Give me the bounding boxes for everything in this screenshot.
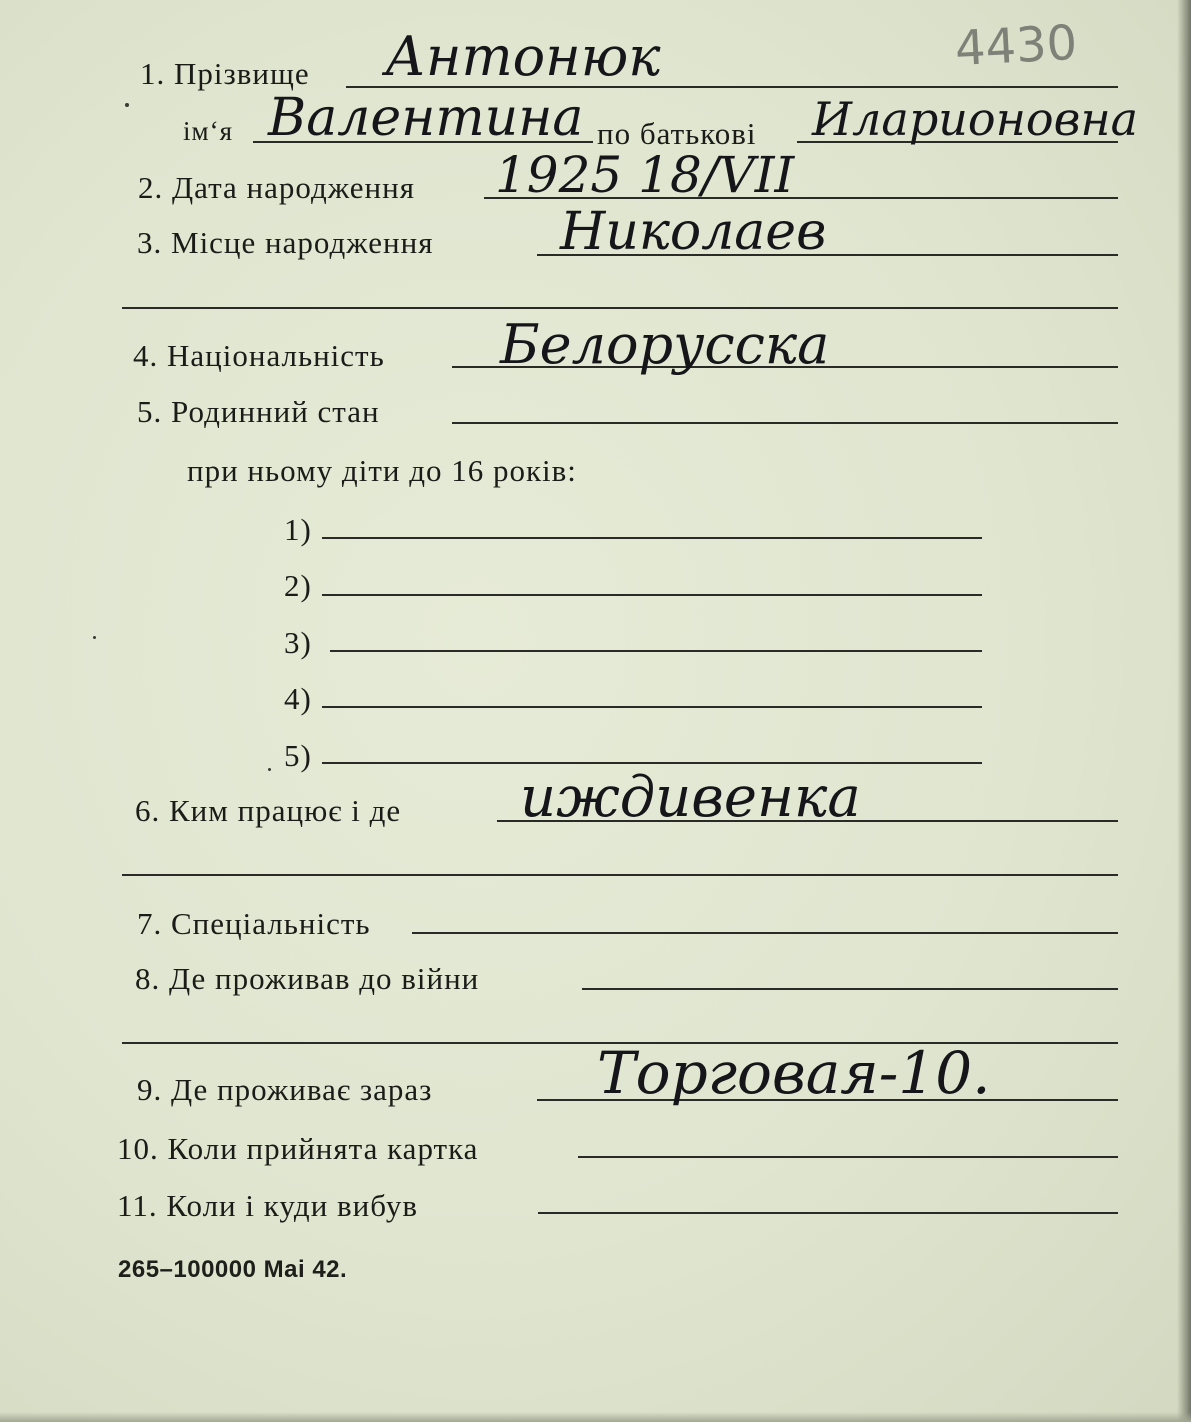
departed-label: 11. Коли і куди вибув xyxy=(117,1188,418,1223)
nationality-value[interactable]: Белорусска xyxy=(500,313,830,376)
occupation-label: 6. Ким працює і де xyxy=(135,793,402,828)
child-row-4-label: 4) xyxy=(284,681,312,716)
child-row-5-line[interactable] xyxy=(322,762,982,764)
prewar-residence-label: 8. Де проживав до війни xyxy=(135,961,480,996)
first-name-value[interactable]: Валентина xyxy=(268,88,584,148)
card-accepted-label: 10. Коли прийнята картка xyxy=(117,1131,479,1166)
children-caption: при ньому діти до 16 років: xyxy=(187,453,577,488)
first-name-label: ім‘я xyxy=(183,116,233,146)
nationality-label: 4. Національність xyxy=(133,338,385,373)
child-row-3-line[interactable] xyxy=(330,650,982,652)
card-accepted-line[interactable] xyxy=(578,1156,1118,1158)
surname-value[interactable]: Антонюк xyxy=(385,25,661,88)
child-row-2-line[interactable] xyxy=(322,594,982,596)
birth-date-label: 2. Дата народження xyxy=(138,170,415,205)
departed-line[interactable] xyxy=(538,1212,1118,1214)
card-edge-shadow xyxy=(1177,0,1191,1422)
current-residence-value[interactable]: Торговая-10. xyxy=(597,1039,991,1107)
paper-speck xyxy=(93,636,96,639)
birth-date-value[interactable]: 1925 18/VII xyxy=(495,146,795,204)
child-row-2-label: 2) xyxy=(284,568,312,603)
birth-place-label: 3. Місце народження xyxy=(137,225,434,260)
patronymic-label: по батькові xyxy=(597,116,757,151)
child-row-4-line[interactable] xyxy=(322,706,982,708)
birth-place-extra-line xyxy=(122,307,1118,309)
paper-speck xyxy=(268,768,271,771)
patronymic-value[interactable]: Иларионовна xyxy=(812,92,1139,146)
specialty-label: 7. Спеціальність xyxy=(137,906,371,941)
card-bottom-shadow xyxy=(0,1412,1191,1422)
paper-speck xyxy=(125,103,129,107)
printer-imprint: 265–100000 Mai 42. xyxy=(118,1256,348,1283)
child-row-1-line[interactable] xyxy=(322,537,982,539)
prewar-residence-line[interactable] xyxy=(582,988,1118,990)
archive-number: 4430 xyxy=(953,14,1079,78)
marital-status-label: 5. Родинний стан xyxy=(137,394,380,429)
child-row-3-label: 3) xyxy=(284,625,312,660)
marital-status-line[interactable] xyxy=(452,422,1118,424)
occupation-value[interactable]: иждивенка xyxy=(520,765,861,830)
specialty-line[interactable] xyxy=(412,932,1118,934)
occupation-extra-line xyxy=(122,874,1118,876)
birth-place-value[interactable]: Николаев xyxy=(560,202,827,262)
surname-label: 1. Прізвище xyxy=(140,56,310,91)
child-row-5-label: 5) xyxy=(284,738,312,773)
current-residence-label: 9. Де проживає зараз xyxy=(137,1072,433,1107)
child-row-1-label: 1) xyxy=(284,512,312,547)
